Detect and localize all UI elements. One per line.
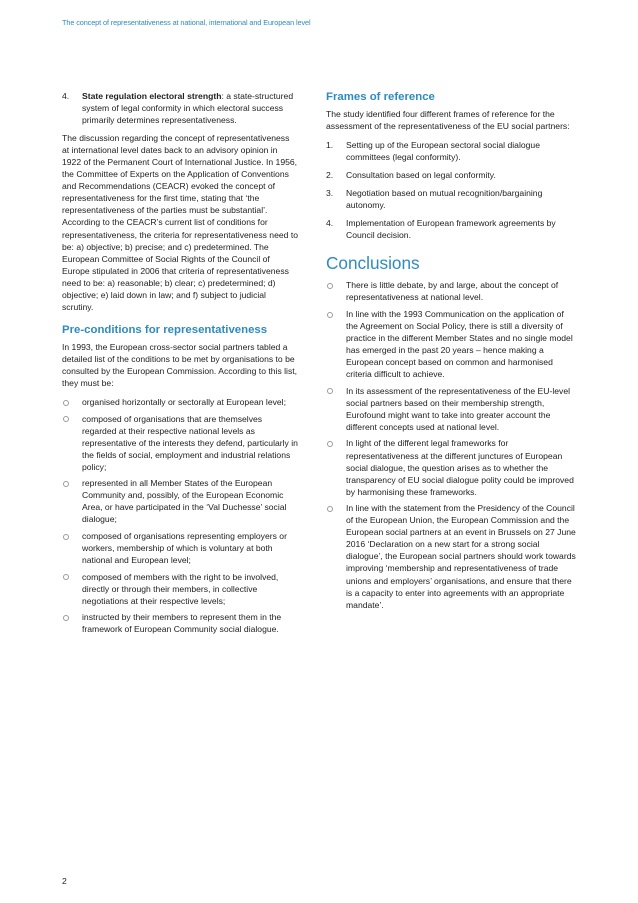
bullet-icon (63, 481, 69, 487)
bullet-icon (327, 506, 333, 512)
section-heading-conclusions: Conclusions (326, 253, 420, 274)
item-term: State regulation electoral strength (82, 91, 222, 101)
numbered-item: 3. Negotiation based on mutual recognition/bargaining autonomy. (326, 188, 543, 211)
list-item: In its assessment of the representativeness of the EU-level social partners based on their membership strength, Eurofound might want to take into greater account the different concepts used at national level. (326, 385, 576, 433)
page-number: 2 (62, 876, 67, 886)
numbered-item: 1. Setting up of the European sectoral social dialogue committees (legal conformity). (326, 140, 540, 163)
bullet-icon (327, 312, 333, 318)
running-header: The concept of representativeness at national, international and European level (62, 18, 311, 27)
bullet-icon (327, 283, 333, 289)
paragraph: In 1993, the European cross-sector social partners tabled a detailed list of the conditions to be met by organisations to be consulted by the European Commission. According to this list, they must be: (62, 341, 298, 388)
numbered-item: 2. Consultation based on legal conformity. (326, 170, 496, 181)
list-item: In line with the statement from the Presidency of the Council of the European Union, the European Commission and the European social partners at an event in Brussels on 27 June 2016 ‘Declaration on a new start for a strong social dialogue’, the European social partners should work towards improving ‘membership and representativeness of trade unions and employers’ organisations, and ensure that there is a capacity to enter into agreements with an appropriate mandate’. (326, 502, 576, 610)
bullet-icon (63, 615, 69, 621)
list-item: instructed by their members to represent them in the framework of European Community social dialogue. (62, 611, 298, 635)
paragraph: The study identified four different frames of reference for the assessment of the representativeness of the EU social partners: (326, 109, 570, 132)
right-column (326, 90, 576, 615)
item-number: 4. (62, 91, 70, 101)
list-item: In line with the 1993 Communication on the application of the Agreement on Social Policy, there is still a diversity of practice in the different Member States and no single model has emerged in the past 20 years – hence making a European concept based on common and harmonised criteria difficult to achieve. (326, 308, 576, 380)
bullet-icon (63, 574, 69, 580)
bullet-icon (63, 416, 69, 422)
paragraph: The discussion regarding the concept of representativeness at international level dates back to an advisory opinion in 1922 of the Permanent Court of International Justice. In 1956, the Committee of Experts on the Application of Conventions and Recommendations (CEACR) evoked the concept of representativeness for the first time, stating that ‘the representativeness of the parties must be substantial’. According to the CEACR’s current list of conditions for representativeness, the criteria for representativeness need to be: a) objective; b) precise; and c) predetermined. The European Committee of Social Rights of the Council of Europe stipulated in 2006 that criteria of representativeness need to be: a) reasonable; b) clear; c) predetermined; d) objective; e) laid down in law; and f) subject to judicial scrutiny. (62, 133, 298, 312)
list-item: composed of organisations that are themselves regarded at their respective national levels as representative of the interests they defend, particularly in the fields of social, employment and industrial relations policy; (62, 413, 298, 473)
conditions-list (62, 396, 298, 635)
item-text: : a state-structured system of legal conformity in which electoral success primarily determines representativeness. (82, 91, 294, 126)
list-item: organised horizontally or sectorally at European level; (62, 396, 298, 408)
section-heading-preconditions: Pre-conditions for representativeness (62, 323, 268, 336)
section-heading-frames: Frames of reference (326, 91, 435, 103)
left-column (62, 90, 298, 640)
bullet-icon (63, 400, 69, 406)
numbered-item-4 (62, 90, 298, 126)
numbered-item: 4. Implementation of European framework agreements by Council decision. (326, 218, 556, 241)
list-item: In light of the different legal frameworks for representativeness at the different junctures of European social dialogue, the question arises as to whether the transparency of EU social dialogue polity could be improved by harmonising these frameworks. (326, 437, 576, 497)
list-item: There is little debate, by and large, about the concept of representativeness at national level. (326, 279, 576, 303)
bullet-icon (327, 441, 333, 447)
bullet-icon (327, 388, 333, 394)
list-item: represented in all Member States of the European Community and, possibly, of the European Economic Area, or have participated in the ‘Val Duchesse’ social dialogue; (62, 477, 298, 525)
conclusions-list (326, 279, 576, 610)
bullet-icon (63, 534, 69, 540)
list-item: composed of members with the right to be involved, directly or through their members, in collective negotiations at their respective levels; (62, 571, 298, 607)
list-item: composed of organisations representing employers or workers, membership of which is voluntary at both national and European level; (62, 530, 298, 566)
